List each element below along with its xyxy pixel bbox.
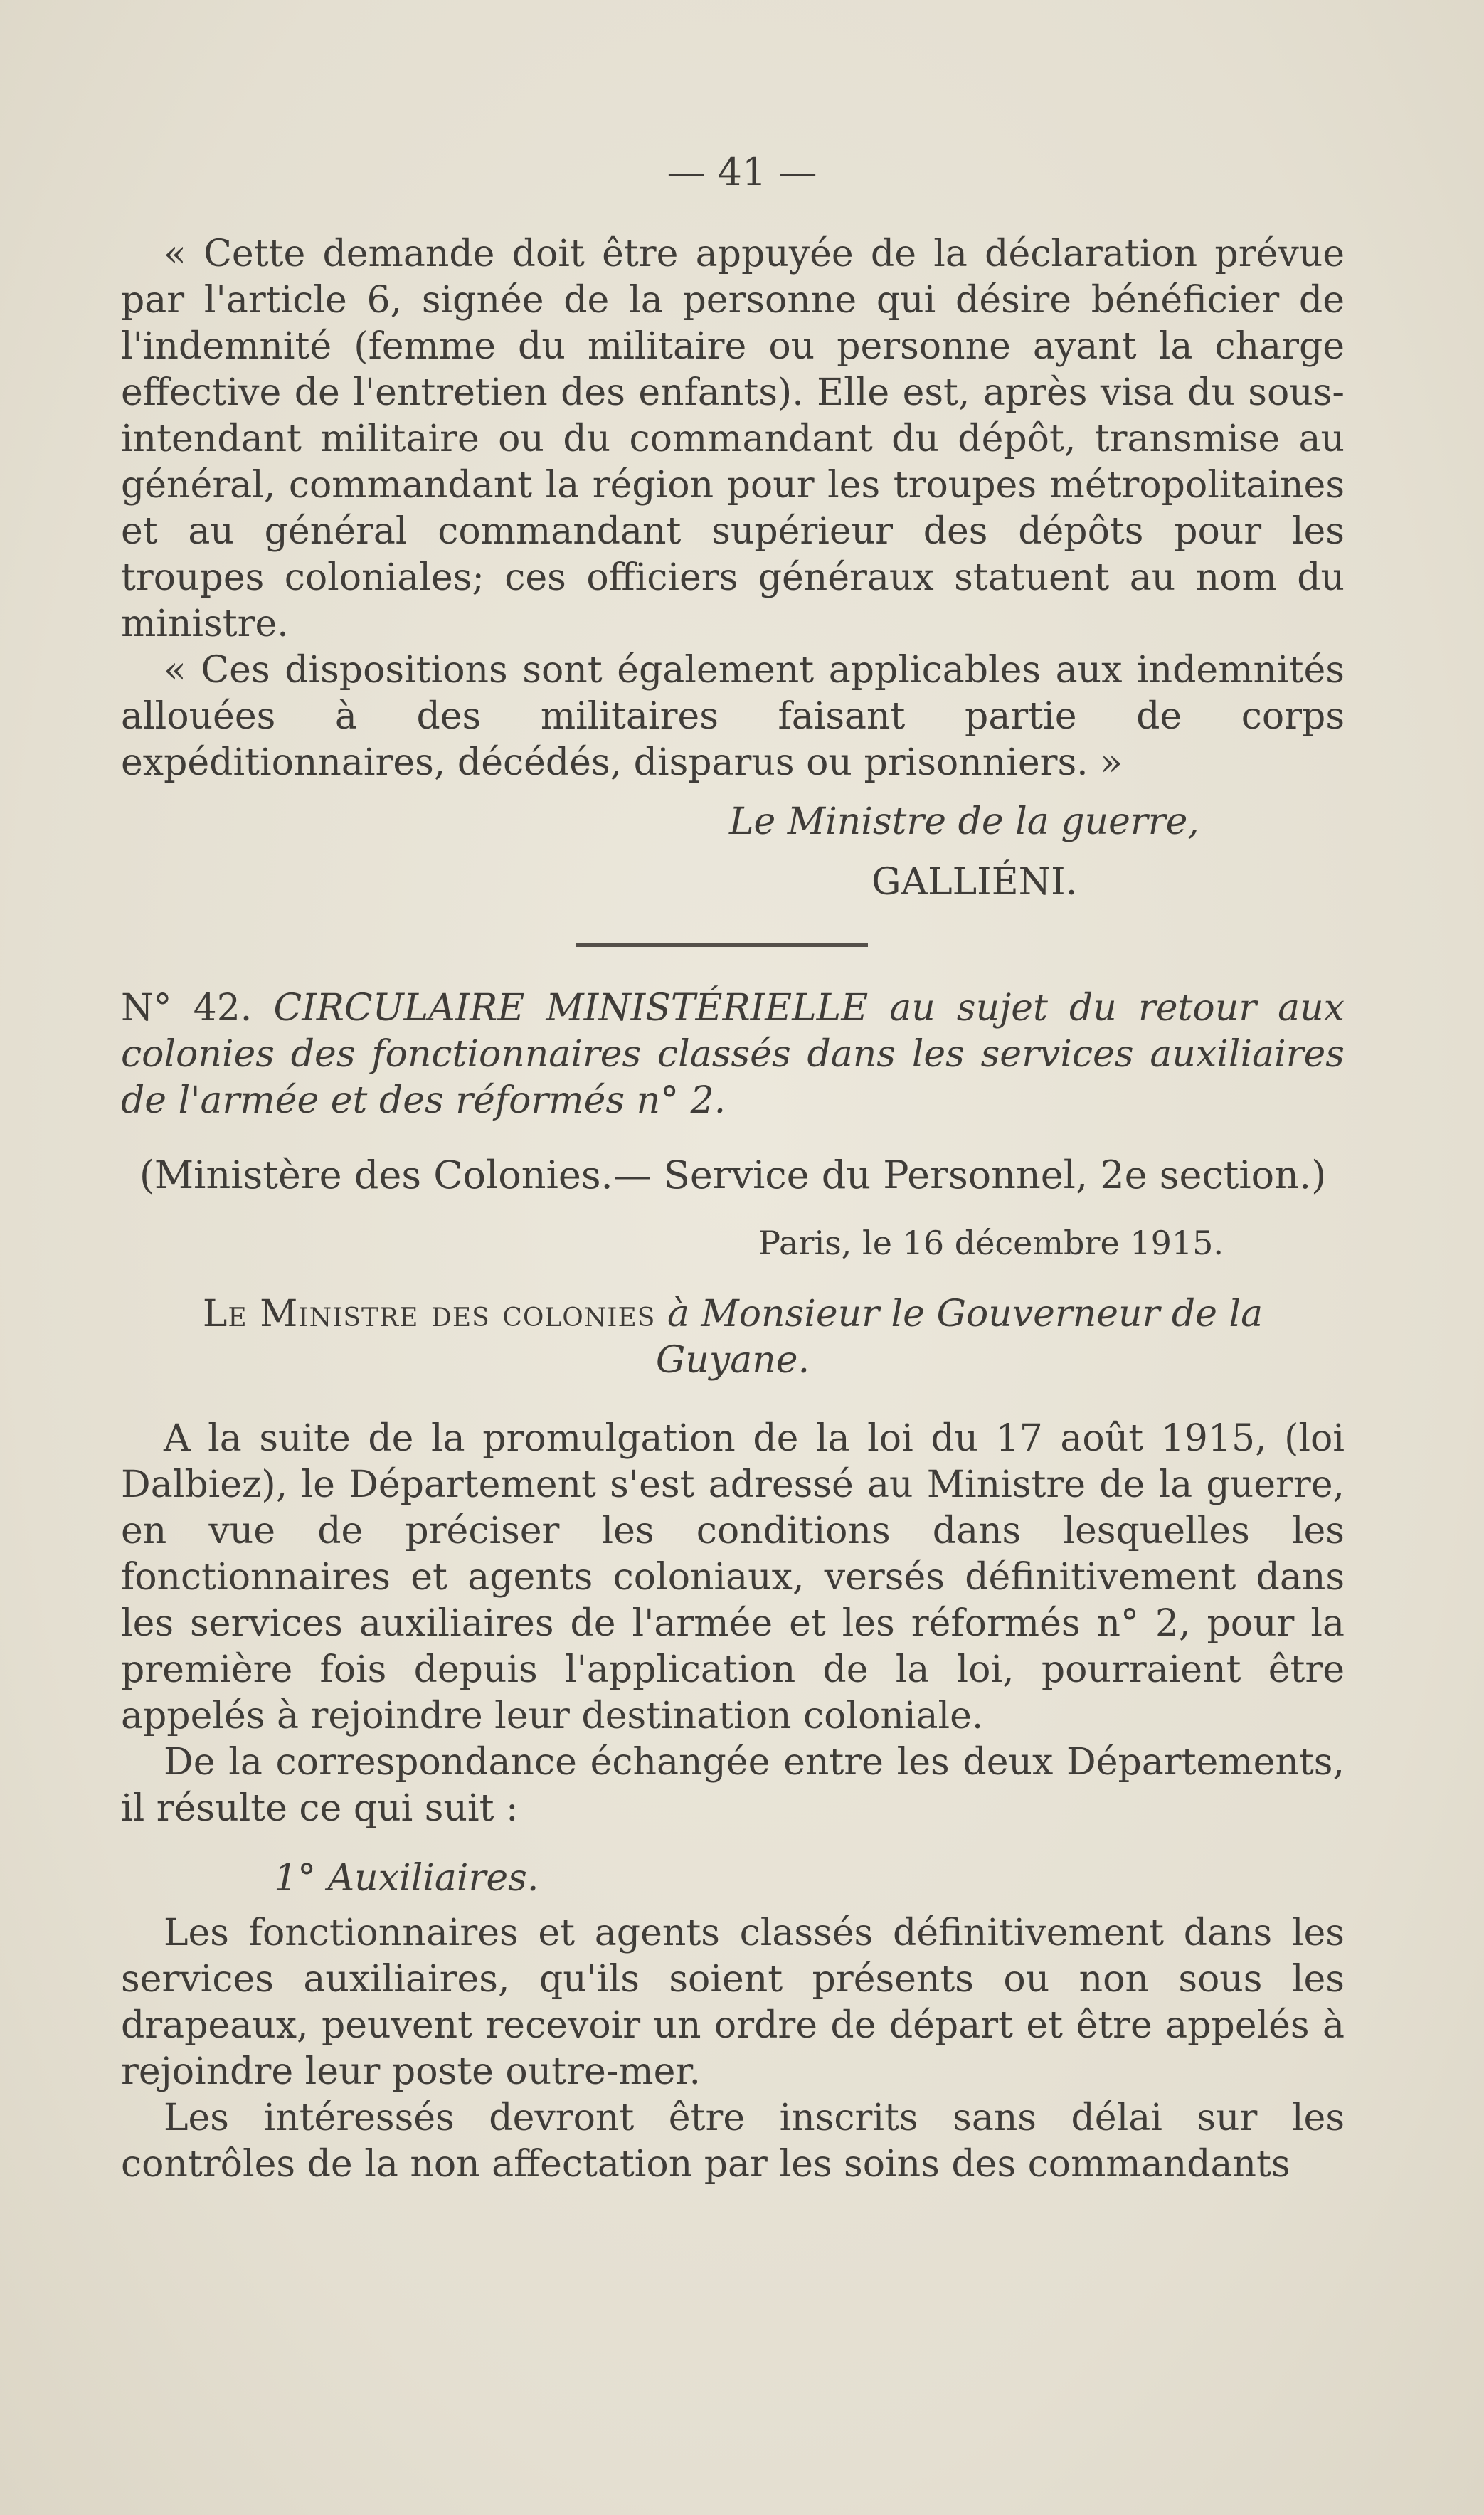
- body-paragraph-2: De la correspondance échangée entre les deux Départements, il résulte ce qui suit :: [121, 1741, 1345, 1830]
- addressee: [121, 1291, 1345, 1384]
- circular-title: CIRCULAIRE MINISTÉRIELLE au sujet du retour aux colonies des fonctionnaires classés dans les services auxiliaires de l'armée et des réformés n° 2.: [121, 987, 1345, 1122]
- addressee-from: Le Ministre des colonies: [202, 1293, 656, 1335]
- page-number: — 41 —: [667, 149, 817, 194]
- circular-date: Paris, le 16 décembre 1915.: [758, 1224, 1224, 1262]
- body-section: [121, 1416, 1345, 1832]
- section-paragraph-2: Les intéressés devront être inscrits sans délai sur les contrôles de la non affectation par les soins des commandants: [121, 2097, 1345, 2186]
- intro-paragraph-1: « Cette demande doit être appuyée de la déclaration prévue par l'article 6, signée de la personne qui désire bénéficier de l'indemnité (femme du militaire ou personne ayant la charge effective de l'entretien des enfants). Elle est, après visa du sous-intendant militaire ou du commandant du dépôt, transmise au général, commandant la région pour les troupes métropolitaines et au général commandant supérieur des dépôts pour les troupes coloniales; ces officiers généraux statuent au nom du ministre.: [121, 233, 1345, 645]
- signature-name: GALLIÉNI.: [871, 861, 1078, 904]
- section-paragraph-1: Les fonctionnaires et agents classés définitivement dans les services auxiliaires, qu'ils soient présents ou non sous les drapeaux, peuvent recevoir un ordre de départ et être appelés à rejoindre leur poste outre-mer.: [121, 1912, 1345, 2093]
- intro-paragraph-2: « Ces dispositions sont également applicables aux indemnités allouées à des militaires faisant partie de corps expéditionnaires, décédés, disparus ou prisonniers. »: [121, 649, 1345, 784]
- section-heading: 1° Auxiliaires.: [274, 1857, 539, 1900]
- body-paragraph-1: A la suite de la promulgation de la loi du 17 août 1915, (loi Dalbiez), le Département s'est adressé au Ministre de la guerre, en vue de préciser les conditions dans lesquelles les fonctionnaires et agents coloniaux, versés définitivement dans les services auxiliaires de l'armée et les réformés n° 2, pour la première fois depuis l'application de la loi, pourraient être appelés à rejoindre leur destination coloniale.: [121, 1417, 1345, 1737]
- section-divider: [576, 943, 868, 947]
- ministry-line: (Ministère des Colonies.— Service du Personnel, 2e section.): [139, 1153, 1327, 1197]
- circular-header: [121, 985, 1345, 1124]
- auxiliaires-section: [121, 1910, 1345, 2188]
- addressee-to: à Monsieur le Gouverneur de la Guyane.: [655, 1293, 1263, 1382]
- signature-title: Le Ministre de la guerre,: [729, 800, 1199, 843]
- intro-section: [121, 231, 1345, 786]
- circular-heading: [121, 985, 1345, 1124]
- circular-number: N° 42.: [121, 987, 253, 1029]
